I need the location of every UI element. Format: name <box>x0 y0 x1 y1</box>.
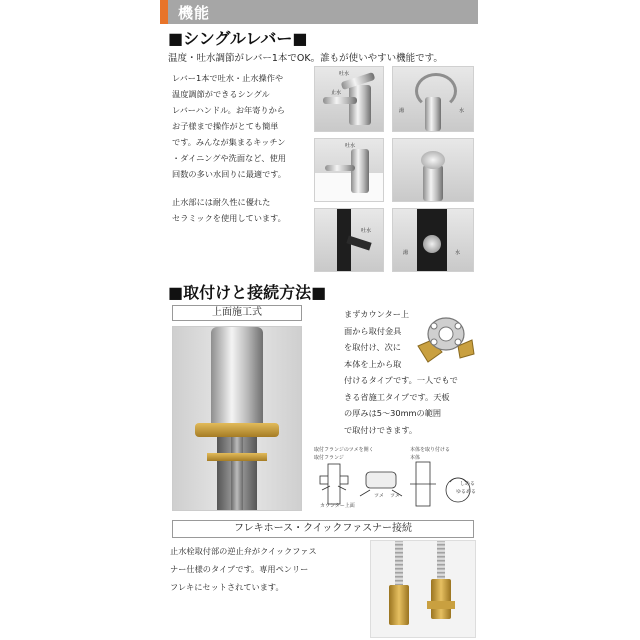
diagram-label-tighten: しめる <box>460 481 476 487</box>
lever-desc-line: レバー1本で吐水・止水操作や <box>172 73 284 83</box>
lever-photo-black-spout <box>314 208 384 272</box>
mount-desc-line: 面から取付金具 <box>344 325 402 336</box>
mount-desc-line: を取付け、次に <box>344 342 401 352</box>
product-feature-page <box>160 0 478 640</box>
photo-label-hot: 湯 <box>399 108 405 114</box>
diagram-label-counter: カウンター上面 <box>320 503 355 509</box>
flex-description <box>170 542 317 596</box>
diagram-label-claw: ツメ <box>374 493 384 499</box>
faucet-mount-photo <box>172 326 302 511</box>
lever-description <box>172 70 286 182</box>
install-diagram <box>310 446 477 512</box>
lever-desc-line: レバーハンドル。お年寄りから <box>172 105 285 115</box>
header-bar <box>160 0 478 24</box>
mount-desc-line: 付けるタイプです。一人でもで <box>344 375 458 385</box>
lever-intro: 温度・吐水調節がレバー1本でOK。誰もが使いやすい機能です。 <box>168 53 443 64</box>
lever-section-title: ■シングルレバー■ <box>168 29 308 48</box>
header-title: 機能 <box>178 3 211 22</box>
photo-label-hot-2: 湯 <box>403 250 409 256</box>
ceramic-desc-line: 止水部には耐久性に優れた <box>172 197 271 207</box>
photo-label-spout: 吐水 <box>339 71 350 77</box>
top-mount-label: 上面施工式 <box>172 305 302 321</box>
lever-desc-line: ・ダイニングや洗面など、使用 <box>172 153 286 163</box>
diagram-label-flange: 取付フランジ <box>314 455 344 461</box>
install-section-title: ■取付けと接続方法■ <box>168 283 327 302</box>
diagram-label-flange-claw: 取付フランジのツメを開く <box>314 447 374 453</box>
mount-desc-line: 本体を上から取 <box>344 358 402 369</box>
lever-desc-line: 回数の多い水回りに最適です。 <box>172 169 286 179</box>
ceramic-description <box>172 194 286 226</box>
mount-description <box>344 306 409 372</box>
mount-desc-line: で取付けできます。 <box>344 424 418 435</box>
flex-desc-line: 止水栓取付部の逆止弁がクイックファス <box>170 546 317 556</box>
lever-photo-spout <box>314 66 384 132</box>
diagram-label-loosen: ゆるめる <box>456 489 477 495</box>
photo-label-stop: 止水 <box>331 90 342 96</box>
photo-label-spout-3: 吐水 <box>361 228 372 234</box>
header-accent <box>160 0 168 24</box>
ceramic-desc-line: セラミックを使用しています。 <box>172 213 286 223</box>
flex-hose-label: フレキホース・クイックファスナー接続 <box>172 520 474 538</box>
mount-desc-line: まずカウンター上 <box>344 309 410 319</box>
mounting-bracket-illustration <box>414 312 476 368</box>
flex-desc-line: ナー仕様のタイプです。専用ペンリー <box>170 564 309 574</box>
photo-label-cold-2: 水 <box>455 250 461 256</box>
diagram-label-body-attach: 本体を取り付ける <box>410 447 451 453</box>
flex-desc-line: フレキにセットされています。 <box>170 582 284 592</box>
lever-photo-white-spout <box>314 138 384 202</box>
mount-description-cont <box>344 372 458 438</box>
lever-desc-line: 温度調節ができるシングル <box>172 89 270 99</box>
lever-photo-temperature <box>392 66 474 132</box>
mount-desc-line: きる省施工タイプです。天板 <box>344 391 450 402</box>
diagram-label-claw-2: ツメ <box>390 493 400 499</box>
lever-desc-line: です。みんなが集まるキッチン <box>172 137 286 147</box>
flex-hose-photo <box>370 540 476 638</box>
photo-label-spout-2: 吐水 <box>345 143 356 149</box>
lever-desc-line: お子様まで操作がとても簡単 <box>172 121 279 131</box>
mount-desc-line: の厚みは5〜30mmの範囲 <box>344 408 442 418</box>
lever-photo-white-top <box>392 138 474 202</box>
lever-photo-black-top <box>392 208 474 272</box>
diagram-label-body: 本体 <box>410 455 421 461</box>
photo-label-cold: 水 <box>459 108 465 114</box>
